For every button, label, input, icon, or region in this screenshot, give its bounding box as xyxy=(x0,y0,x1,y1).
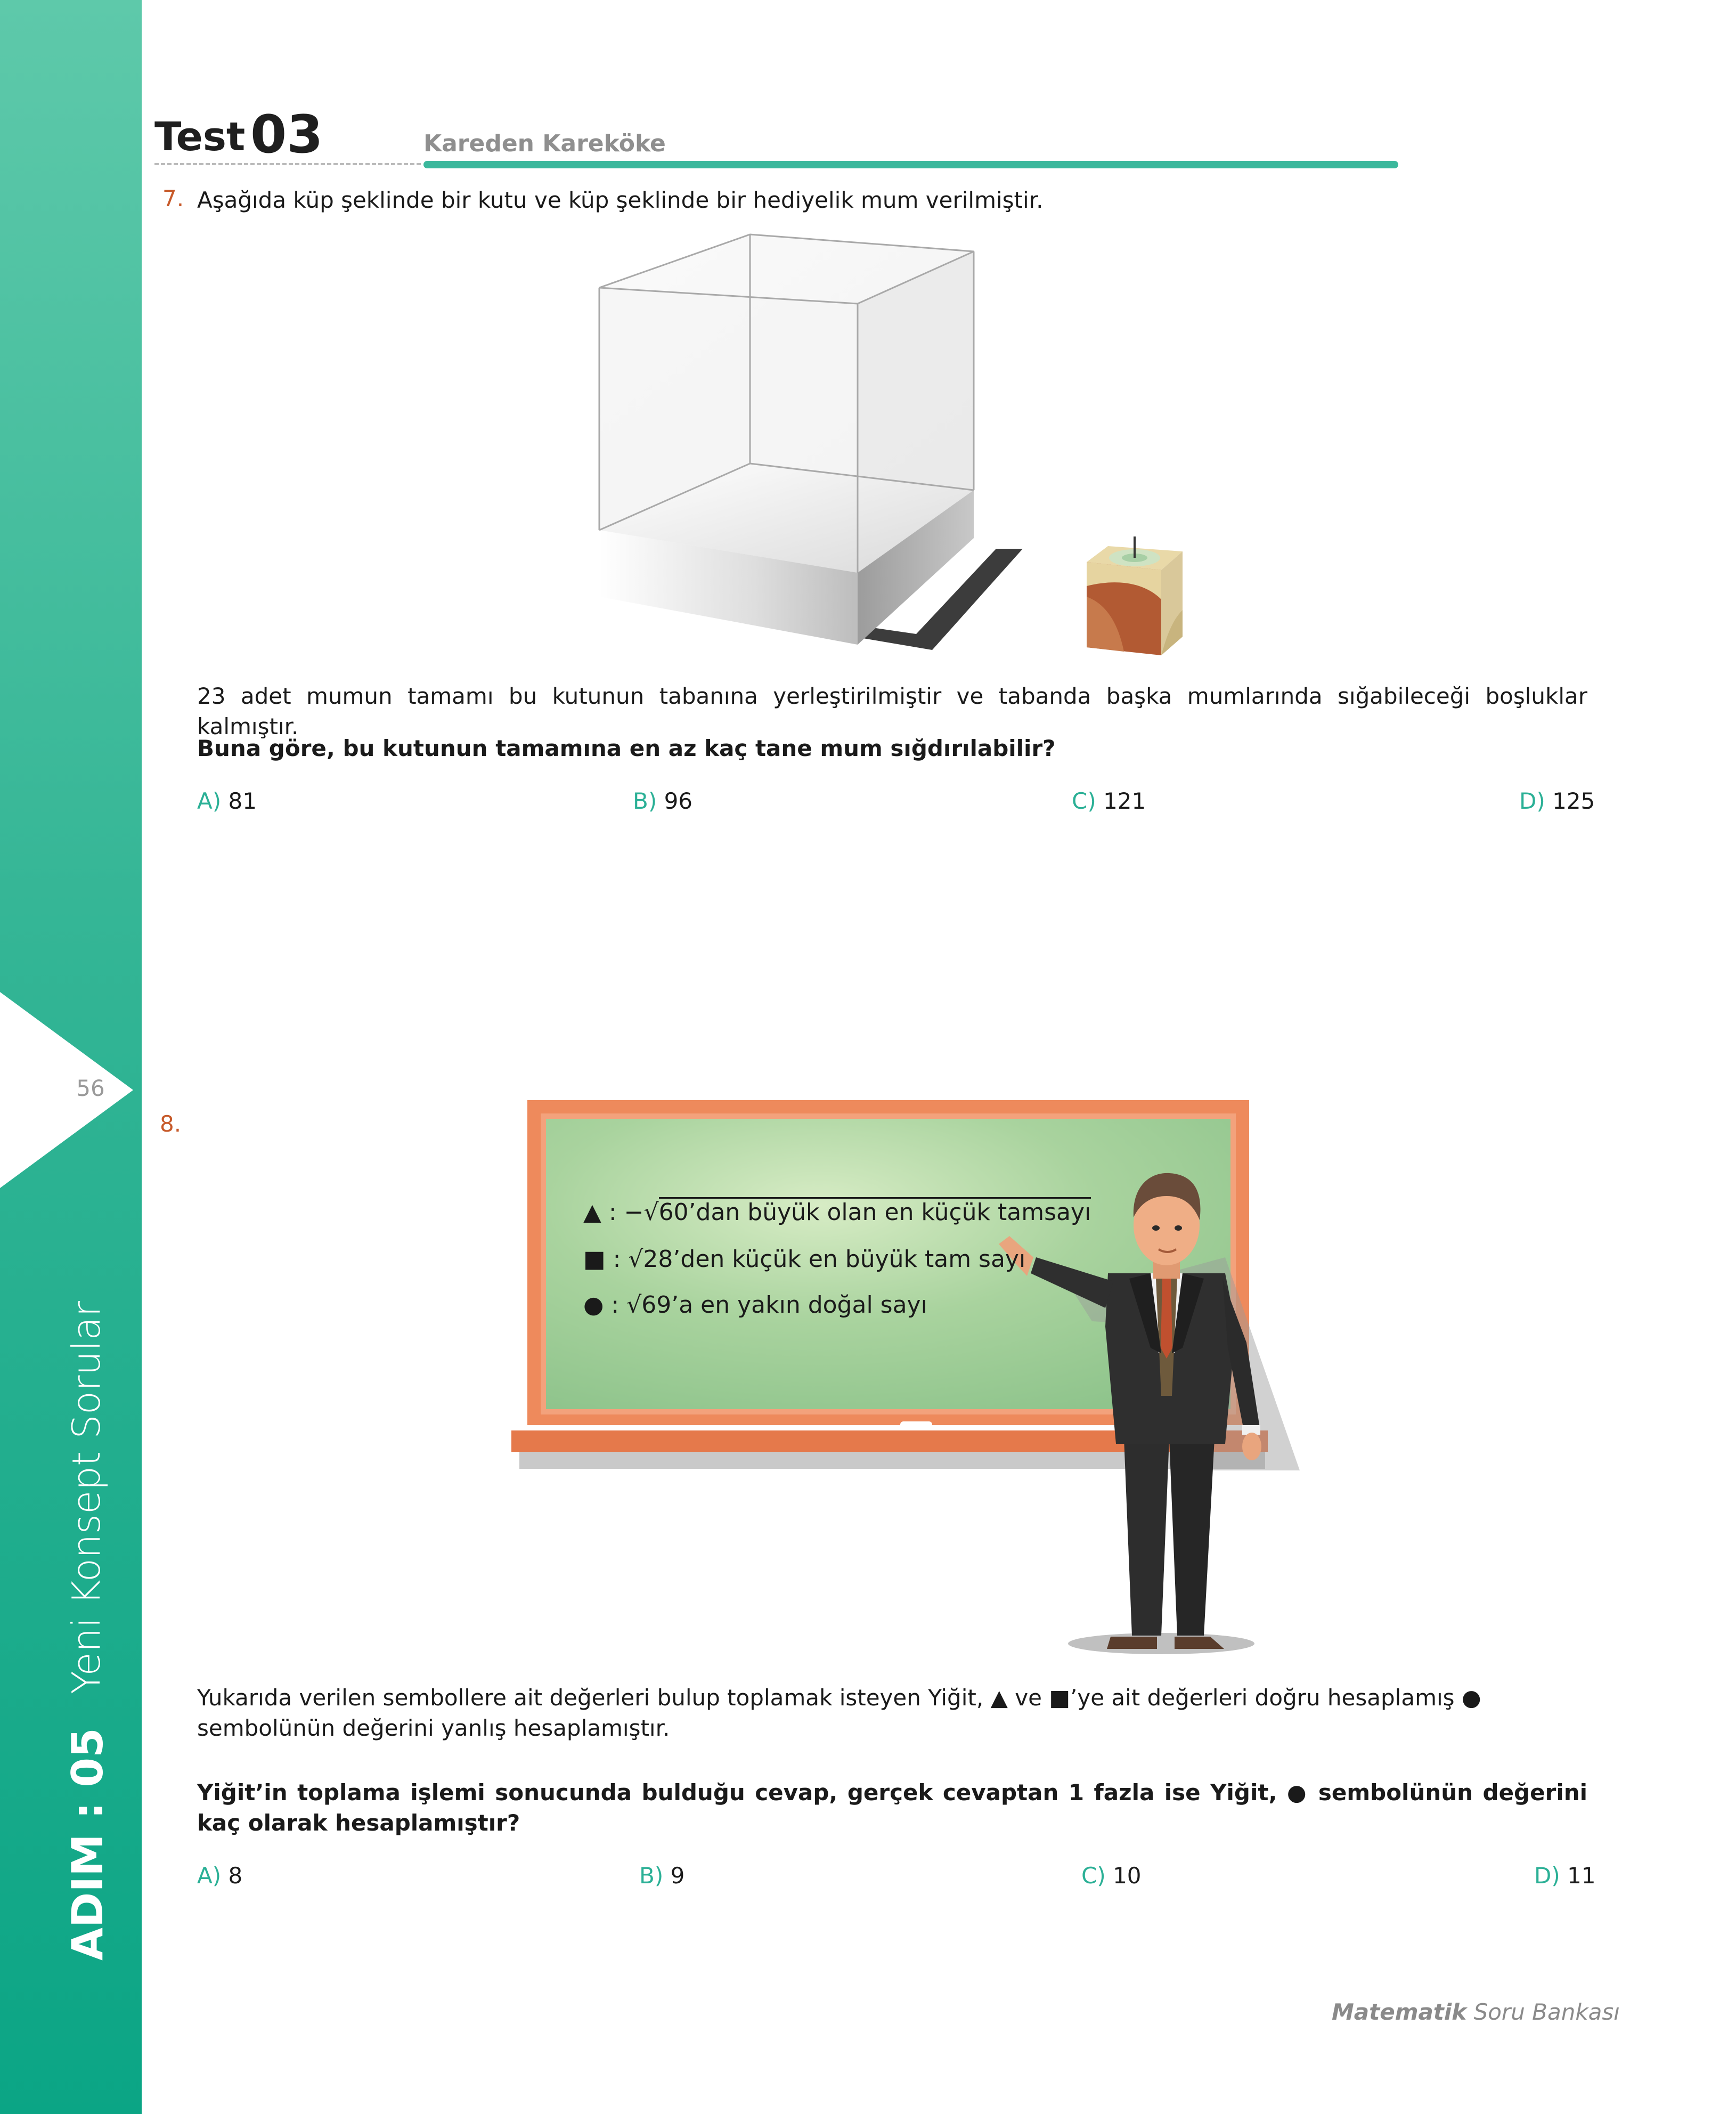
question-7-number: 7. xyxy=(162,185,184,212)
q7-option-c-value: 121 xyxy=(1103,788,1146,814)
topic-title: Kareden Kareköke xyxy=(423,130,666,157)
topic-underline xyxy=(423,161,1398,168)
q8-option-d-letter: D) xyxy=(1534,1863,1560,1889)
q8-option-b-letter: B) xyxy=(639,1863,664,1889)
q8-option-c-value: 10 xyxy=(1113,1863,1142,1889)
q8-option-a-value: 8 xyxy=(228,1863,243,1889)
board-line-circle: ● : √69’a en yakın doğal sayı xyxy=(583,1291,927,1319)
q7-option-c-letter: C) xyxy=(1072,788,1096,814)
q7-option-c[interactable] xyxy=(1072,788,1146,814)
q8-option-b-value: 9 xyxy=(670,1863,685,1889)
q8-option-a-letter: A) xyxy=(197,1863,222,1889)
question-7-body: 23 adet mumun tamamı bu kutunun tabanına yerleştirilmiştir ve tabanda başka mumlarında sığabileceği boşluklar kalmıştır. xyxy=(197,683,1587,739)
question-8-number: 8. xyxy=(160,1111,182,1137)
circle-symbol-icon: ● xyxy=(1461,1685,1481,1711)
sqrt-icon: √ xyxy=(628,1246,643,1273)
square-symbol-icon: ■ xyxy=(1049,1685,1070,1711)
page-number: 56 xyxy=(76,1075,105,1101)
q7-option-b-letter: B) xyxy=(633,788,657,814)
q8-body-part3: ’ye ait değerleri doğru hesaplamış xyxy=(1070,1685,1455,1711)
circle-symbol-icon: ● xyxy=(1286,1779,1309,1806)
q8-option-b[interactable] xyxy=(639,1863,684,1889)
sqrt-icon: √ xyxy=(643,1199,659,1226)
header-divider xyxy=(154,163,421,165)
triangle-symbol-icon: ▲ xyxy=(583,1199,601,1226)
board-line-square: ■ : √28’den küçük en büyük tam sayı xyxy=(583,1246,1026,1273)
question-8-body xyxy=(197,1682,1587,1743)
question-8-prompt xyxy=(197,1777,1587,1838)
triangle-symbol-icon: ▲ xyxy=(990,1685,1008,1711)
q7-option-b-value: 96 xyxy=(664,788,693,814)
q8-prompt-part1: Yiğit’in toplama işlemi sonucunda bulduğu cevap, gerçek cevaptan 1 fazla ise Yiğit, xyxy=(197,1779,1277,1806)
candle-cube xyxy=(1087,536,1183,655)
board-line-triangle-text: 60’dan büyük olan en küçük tamsayı xyxy=(659,1197,1091,1226)
question-7-prompt: Buna göre, bu kutunun tamamına en az kaç tane mum sığdırılabilir? xyxy=(197,735,1056,761)
q7-option-b[interactable] xyxy=(633,788,692,814)
step-label: ADIM : 05 xyxy=(63,1728,112,1961)
section-label: Yeni Konsept Sorular xyxy=(64,1301,109,1694)
footer-brand-rest: Soru Bankası xyxy=(1473,1999,1620,2025)
board-line-circle-text: 69’a en yakın doğal sayı xyxy=(641,1291,927,1319)
q7-option-a-letter: A) xyxy=(197,788,222,814)
chalk-piece xyxy=(900,1421,932,1429)
glass-box-and-candle-illustration xyxy=(591,229,1204,666)
question-7-intro: Aşağıda küp şeklinde bir kutu ve küp şeklinde bir hediyelik mum verilmiştir. xyxy=(197,187,1044,213)
q8-body-part4: sembolünün değerini yanlış hesaplamıştır. xyxy=(197,1715,670,1741)
board-line-triangle: ▲ : −√60’dan büyük olan en küçük tamsayı xyxy=(583,1199,1091,1226)
q8-body-part1: Yukarıda verilen sembollere ait değerleri bulup toplamak isteyen Yiğit, xyxy=(197,1685,984,1711)
q7-option-d-value: 125 xyxy=(1552,788,1595,814)
teacher-floor-shadow xyxy=(1068,1633,1254,1654)
q8-option-c-letter: C) xyxy=(1081,1863,1106,1889)
q7-option-a-value: 81 xyxy=(228,788,257,814)
q7-option-d[interactable] xyxy=(1519,788,1595,814)
q7-option-a[interactable] xyxy=(197,788,257,814)
board-line-square-text: 28’den küçük en büyük tam sayı xyxy=(643,1246,1026,1273)
square-symbol-icon: ■ xyxy=(583,1246,606,1273)
q8-option-d[interactable] xyxy=(1534,1863,1596,1889)
q8-option-a[interactable] xyxy=(197,1863,242,1889)
q8-option-d-value: 11 xyxy=(1567,1863,1596,1889)
q7-option-d-letter: D) xyxy=(1519,788,1545,814)
sidebar xyxy=(0,0,142,2114)
test-label: Test xyxy=(154,114,246,160)
footer-brand-bold: Matematik xyxy=(1332,1999,1467,2025)
q8-prompt-part2: sembolünün değerini kaç olarak hesaplamıştır? xyxy=(197,1779,1588,1836)
test-number: 03 xyxy=(250,104,323,165)
sqrt-icon: √ xyxy=(626,1291,642,1319)
q8-body-part2: ve xyxy=(1015,1685,1042,1711)
circle-symbol-icon: ● xyxy=(583,1291,604,1319)
q8-option-c[interactable] xyxy=(1081,1863,1142,1889)
teacher-at-chalkboard-illustration xyxy=(511,1097,1310,1662)
footer-brand xyxy=(1332,1999,1620,2025)
